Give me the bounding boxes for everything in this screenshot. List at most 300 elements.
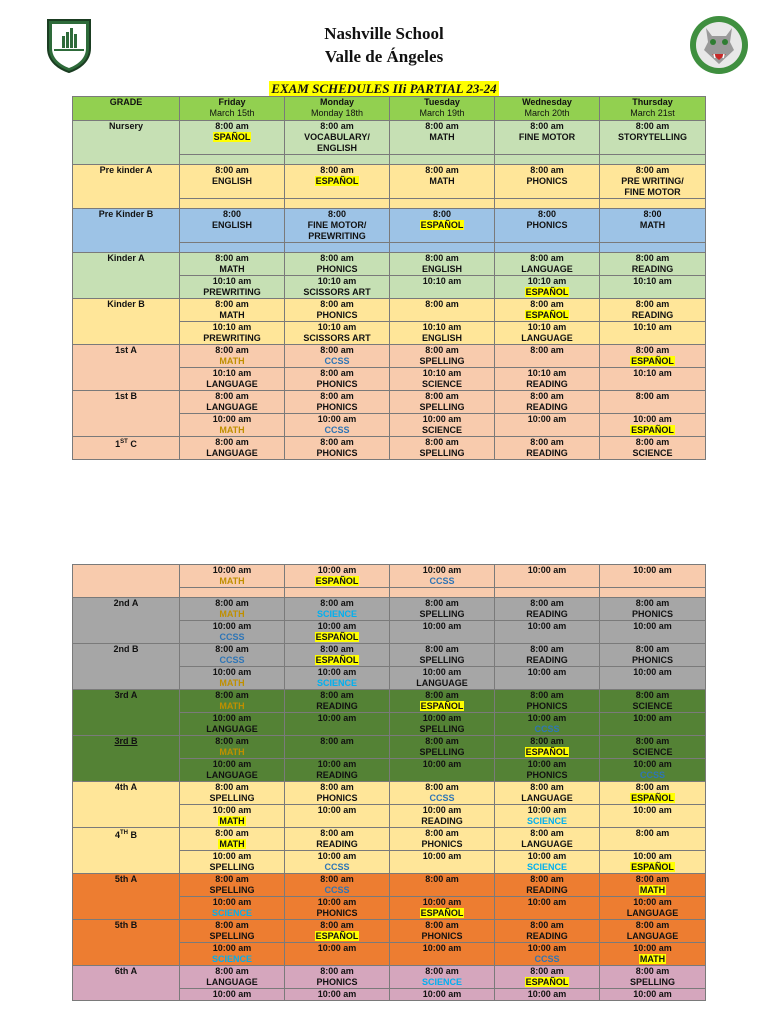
- day-header-friday: Friday March 15th: [180, 97, 285, 121]
- exam-time: [285, 782, 389, 793]
- exam-subject-text: SPELLING: [419, 724, 465, 734]
- exam-time: [180, 299, 284, 310]
- exam-cell: [600, 299, 706, 322]
- schedule-row: [73, 782, 706, 805]
- exam-time: [495, 897, 599, 908]
- exam-time: [600, 759, 705, 770]
- exam-cell: [180, 920, 285, 943]
- exam-time: [495, 736, 599, 747]
- exam-cell: [495, 644, 600, 667]
- exam-subject: [180, 954, 284, 965]
- exam-cell: [600, 805, 706, 828]
- exam-subject-text: ESPAÑOL: [525, 287, 569, 297]
- header-row: [73, 97, 706, 121]
- exam-subject: [495, 333, 599, 344]
- exam-cell: [495, 345, 600, 368]
- exam-time-text: 10:00 am: [422, 989, 462, 999]
- exam-subject: [390, 448, 494, 459]
- exam-cell: [180, 165, 285, 199]
- exam-cell: [390, 851, 495, 874]
- exam-time-text: 8:00 am: [530, 736, 564, 746]
- exam-time: [180, 667, 284, 678]
- exam-time-text: 8:00 am: [215, 874, 249, 884]
- exam-cell: [390, 368, 495, 391]
- exam-time-text: 10:00 am: [422, 713, 462, 723]
- exam-subject-text: SPELLING: [419, 609, 465, 619]
- exam-time-text: 8:00 am: [425, 828, 459, 838]
- exam-time: [285, 391, 389, 402]
- grade-cell-kinder-b: [73, 299, 180, 345]
- grade-cell-3rd-b: [73, 736, 180, 782]
- exam-cell: [495, 736, 600, 759]
- exam-time: [180, 966, 284, 977]
- exam-cell: [390, 199, 495, 209]
- exam-time: [495, 345, 599, 356]
- exam-cell: [495, 253, 600, 276]
- exam-time-text: 8:00 am: [425, 690, 459, 700]
- exam-subject-text: SCIENCE: [526, 862, 567, 872]
- exam-cell: [390, 155, 495, 165]
- exam-time-text: 8:00 am: [635, 920, 670, 930]
- exam-cell: [180, 759, 285, 782]
- exam-cell: [390, 736, 495, 759]
- exam-time-text: 8:00 am: [425, 299, 459, 309]
- exam-time: [495, 165, 599, 176]
- exam-subject: [495, 220, 599, 231]
- exam-cell: [600, 621, 706, 644]
- exam-cell: [495, 897, 600, 920]
- exam-time: [495, 391, 599, 402]
- exam-subject: [285, 132, 389, 143]
- grade-cell-2nd-a: [73, 598, 180, 644]
- exam-time-text: 10:10 am: [633, 276, 672, 286]
- exam-subject: [600, 425, 705, 436]
- exam-subject-text: READING: [316, 839, 358, 849]
- schedule-row: [73, 644, 706, 667]
- exam-subject: [285, 655, 389, 666]
- exam-cell: [285, 621, 390, 644]
- exam-time: [285, 667, 389, 678]
- exam-time: [600, 391, 705, 402]
- exam-subject-text: PHONICS: [631, 609, 673, 619]
- exam-subject-text: PHONICS: [316, 793, 358, 803]
- exam-subject-text: LANGUAGE: [521, 333, 573, 343]
- exam-time-text: 10:00 am: [527, 713, 567, 723]
- grade-cell-continued: [73, 565, 180, 598]
- exam-time-text: 10:00 am: [527, 851, 567, 861]
- grade-cell-4th-b: [73, 828, 180, 874]
- exam-time: [180, 943, 284, 954]
- exam-subject-text: PREWRITING: [203, 333, 261, 343]
- exam-subject-text: MATH: [219, 678, 245, 688]
- exam-subject: [495, 287, 599, 298]
- exam-time: [285, 414, 389, 425]
- exam-time-text: 8:00 am: [320, 828, 354, 838]
- exam-time: [180, 736, 284, 747]
- grade-cell-3rd-a: [73, 690, 180, 736]
- grade-cell-2nd-b: [73, 644, 180, 690]
- exam-time-text: 8:00 am: [215, 644, 249, 654]
- exam-time: [390, 713, 494, 724]
- exam-time-text: 8:00 am: [215, 920, 249, 930]
- grade-label: 3rd A: [114, 690, 138, 700]
- exam-subject-text: PREWRITING: [203, 287, 261, 297]
- exam-time: [495, 437, 599, 448]
- exam-cell: [390, 759, 495, 782]
- exam-subject-text: ESPAÑOL: [631, 425, 674, 435]
- exam-time-text: 10:10 am: [212, 368, 252, 378]
- exam-time: [600, 299, 705, 310]
- exam-subject: [180, 908, 284, 919]
- grade-cell-6th-a: [73, 966, 180, 1001]
- exam-subject: [285, 310, 389, 321]
- exam-subject: [180, 576, 284, 587]
- exam-subject-text: SPELLING: [209, 793, 255, 803]
- exam-cell: [495, 621, 600, 644]
- exam-subject: [495, 310, 599, 321]
- exam-subject-text: FINE MOTOR: [518, 132, 576, 142]
- exam-subject-text: PRE WRITING/: [621, 176, 684, 186]
- exam-time: [285, 598, 389, 609]
- exam-cell: [390, 690, 495, 713]
- exam-time-text: 10:10 am: [317, 322, 357, 332]
- exam-schedule-table-page-2: [72, 564, 706, 1001]
- exam-time: [600, 644, 705, 655]
- exam-cell: [600, 437, 706, 460]
- exam-cell: [600, 759, 706, 782]
- exam-time-text: 10:00 am: [317, 989, 357, 999]
- exam-subject-text: PHONICS: [526, 770, 568, 780]
- exam-subject: [285, 678, 389, 689]
- exam-subject-text: SPELLING: [629, 977, 675, 987]
- exam-subject-text: PHONICS: [526, 176, 568, 186]
- exam-time: [390, 874, 494, 885]
- exam-cell: [285, 598, 390, 621]
- exam-cell: [180, 565, 285, 588]
- exam-cell: [600, 322, 706, 345]
- exam-time-text: 8:00 am: [215, 736, 249, 746]
- exam-subject-text: LANGUAGE: [626, 931, 679, 941]
- exam-cell: [390, 621, 495, 644]
- exam-time: [180, 805, 284, 816]
- exam-cell: [180, 598, 285, 621]
- exam-time: [495, 414, 599, 425]
- exam-time-text: 8:00 am: [530, 165, 564, 175]
- exam-time-text: 8:00 am: [215, 828, 249, 838]
- exam-time-text: 10:10 am: [422, 276, 462, 286]
- exam-time-text: 8:00 am: [530, 121, 564, 131]
- exam-time: [390, 690, 494, 701]
- exam-time: [390, 759, 494, 770]
- exam-time: [600, 621, 705, 632]
- exam-cell: [600, 736, 706, 759]
- exam-time-text: 10:00 am: [317, 621, 357, 631]
- exam-cell: [285, 165, 390, 199]
- exam-cell: [495, 391, 600, 414]
- exam-time: [180, 253, 284, 264]
- exam-subject: [495, 977, 599, 988]
- exam-cell: [390, 165, 495, 199]
- exam-cell: [285, 299, 390, 322]
- exam-subject-text: MATH: [639, 220, 666, 230]
- exam-time-text: 10:00 am: [317, 759, 357, 769]
- exam-cell: [285, 874, 390, 897]
- schedule-row: [73, 121, 706, 155]
- exam-time: [285, 322, 389, 333]
- exam-cell: [390, 565, 495, 588]
- exam-subject-text: READING: [631, 310, 674, 320]
- exam-subject: [285, 356, 389, 367]
- exam-subject-text: MATH: [219, 747, 245, 757]
- grade-cell-1st-a: [73, 345, 180, 391]
- exam-subject: [285, 143, 389, 154]
- exam-time: [390, 121, 494, 132]
- exam-cell: [600, 121, 706, 155]
- exam-cell: [180, 414, 285, 437]
- exam-time-text: 10:00 am: [212, 897, 252, 907]
- grade-cell-kinder-a: [73, 253, 180, 299]
- exam-cell: [600, 345, 706, 368]
- exam-subject: [390, 816, 494, 827]
- exam-cell: [495, 713, 600, 736]
- exam-subject-text: PHONICS: [631, 655, 673, 665]
- exam-time: [180, 437, 284, 448]
- exam-time: [390, 598, 494, 609]
- exam-subject: [495, 379, 599, 390]
- exam-time: [180, 920, 284, 931]
- grade-label: Nursery: [108, 121, 144, 131]
- exam-time: [390, 920, 494, 931]
- exam-time: [285, 644, 389, 655]
- exam-cell: [495, 667, 600, 690]
- exam-subject-text: SCISSORS ART: [303, 333, 371, 343]
- exam-subject-text: ESPAÑOL: [420, 908, 464, 918]
- exam-time-text: 8:00 am: [320, 690, 354, 700]
- exam-time: [180, 414, 284, 425]
- exam-cell: [390, 243, 495, 253]
- exam-time: [495, 805, 599, 816]
- exam-cell: [600, 828, 706, 851]
- exam-time: [180, 690, 284, 701]
- school-location: Valle de Ángeles: [324, 47, 444, 66]
- exam-cell: [180, 989, 285, 1001]
- exam-cell: [180, 644, 285, 667]
- exam-time-text: 8:00 am: [635, 437, 670, 447]
- exam-cell: [495, 943, 600, 966]
- exam-subject-text: ENGLISH: [211, 176, 252, 186]
- exam-time: [285, 299, 389, 310]
- exam-subject-text: CCSS: [534, 724, 560, 734]
- exam-time: [600, 828, 705, 839]
- exam-time-text: 10:00 am: [212, 667, 252, 677]
- exam-cell: [285, 897, 390, 920]
- exam-subject: [600, 931, 705, 942]
- exam-time: [285, 345, 389, 356]
- exam-subject: [180, 655, 284, 666]
- exam-subject: [495, 448, 599, 459]
- exam-time-text: 8:00 am: [425, 920, 459, 930]
- exam-cell: [180, 209, 285, 243]
- exam-subject-text: LANGUAGE: [206, 402, 258, 412]
- exam-subject: [180, 632, 284, 643]
- exam-time-text: 10:00 am: [527, 943, 567, 953]
- exam-subject: [285, 839, 389, 850]
- exam-subject-text: READING: [526, 609, 568, 619]
- exam-subject: [180, 885, 284, 896]
- exam-time-text: 8:00 am: [425, 966, 459, 976]
- exam-cell: [180, 322, 285, 345]
- exam-time: [600, 414, 705, 425]
- exam-time: [600, 943, 705, 954]
- exam-time: [495, 621, 599, 632]
- exam-subject-text: PHONICS: [421, 839, 463, 849]
- exam-time-text: 8:00 am: [530, 828, 564, 838]
- exam-time: [495, 644, 599, 655]
- exam-cell: [390, 588, 495, 598]
- exam-subject: [285, 609, 389, 620]
- exam-time: [390, 989, 494, 1000]
- grade-column-header: GRADE: [73, 97, 180, 121]
- exam-cell: [390, 322, 495, 345]
- exam-cell: [600, 713, 706, 736]
- grade-cell-5th-a: [73, 874, 180, 920]
- exam-subject-text: SPELLING: [209, 931, 255, 941]
- exam-time: [180, 391, 284, 402]
- exam-subject: [495, 402, 599, 413]
- exam-subject-text: CCSS: [324, 356, 350, 366]
- exam-cell: [495, 437, 600, 460]
- exam-time: [600, 209, 705, 220]
- exam-time: [495, 121, 599, 132]
- exam-subject-text: ENGLISH: [211, 220, 252, 230]
- exam-subject: [390, 793, 494, 804]
- exam-subject-text: ESPAÑOL: [525, 310, 569, 320]
- exam-time: [390, 782, 494, 793]
- exam-subject: [390, 678, 494, 689]
- exam-subject-text: READING: [526, 379, 568, 389]
- exam-time-text: 10:00 am: [317, 565, 357, 575]
- exam-time: [180, 782, 284, 793]
- exam-subject: [285, 885, 389, 896]
- exam-subject-text: SCIENCE: [421, 977, 462, 987]
- exam-time-text: 10:10 am: [212, 276, 252, 286]
- exam-subject: [180, 448, 284, 459]
- exam-cell: [495, 165, 600, 199]
- schedule-row: [73, 391, 706, 414]
- exam-subject-text: CCSS: [429, 793, 455, 803]
- exam-cell: [600, 588, 706, 598]
- exam-time-text: 8:00 am: [530, 598, 564, 608]
- exam-subject-text: FINE MOTOR: [624, 187, 681, 197]
- exam-cell: [390, 437, 495, 460]
- exam-time: [285, 736, 389, 747]
- exam-subject: [180, 839, 284, 850]
- exam-subject: [600, 310, 705, 321]
- exam-time-text: 10:00 am: [422, 851, 462, 861]
- exam-subject: [180, 425, 284, 436]
- exam-cell: [495, 828, 600, 851]
- exam-subject: [390, 425, 494, 436]
- exam-subject-text: SCIENCE: [421, 425, 462, 435]
- exam-time-text: 8:00 am: [425, 165, 459, 175]
- grade-cell-1st-b: [73, 391, 180, 437]
- exam-subject-text: LANGUAGE: [521, 839, 573, 849]
- exam-cell: [390, 713, 495, 736]
- exam-time-text: 10:00 am: [527, 621, 567, 631]
- exam-cell: [390, 209, 495, 243]
- exam-time-text: 10:00 am: [422, 943, 462, 953]
- exam-time: [495, 828, 599, 839]
- exam-time: [390, 345, 494, 356]
- exam-subject-text: SPELLING: [419, 655, 465, 665]
- exam-cell: [180, 851, 285, 874]
- exam-time: [495, 209, 599, 220]
- exam-time-text: 10:00 am: [317, 943, 357, 953]
- exam-cell: [180, 437, 285, 460]
- exam-cell: [285, 368, 390, 391]
- exam-time-text: 10:00 am: [422, 414, 462, 424]
- exam-cell: [180, 943, 285, 966]
- exam-cell: [600, 565, 706, 588]
- exam-cell: [495, 155, 600, 165]
- exam-time: [495, 851, 599, 862]
- exam-subject-text: MATH: [639, 954, 666, 964]
- exam-subject-text: READING: [526, 655, 568, 665]
- exam-time: [495, 759, 599, 770]
- exam-time-text: 10:10 am: [422, 322, 462, 332]
- schedule-row: [73, 209, 706, 243]
- exam-subject-text: ESPAÑOL: [631, 793, 674, 803]
- school-name: Nashville School: [324, 24, 444, 43]
- exam-subject: [390, 264, 494, 275]
- exam-subject: [495, 770, 599, 781]
- exam-cell: [600, 243, 706, 253]
- exam-time-text: 8:00 am: [425, 644, 459, 654]
- exam-time-text: 10:00 am: [422, 621, 462, 631]
- exam-time: [600, 966, 705, 977]
- day-header-wednesday: Wednesday March 20th: [495, 97, 600, 121]
- exam-time-text: 8:00 am: [215, 690, 249, 700]
- exam-time-text: 8:00 am: [635, 299, 670, 309]
- exam-time: [180, 874, 284, 885]
- exam-time: [285, 209, 389, 220]
- exam-time-text: 10:00 am: [527, 414, 567, 424]
- exam-subject-text: ENGLISH: [316, 143, 357, 153]
- exam-subject: [390, 220, 494, 231]
- exam-cell: [285, 759, 390, 782]
- exam-subject-text: MATH: [219, 701, 245, 711]
- exam-cell: [285, 713, 390, 736]
- exam-time-text: 8:00 am: [320, 966, 354, 976]
- exam-time-text: 8:00 am: [635, 165, 670, 175]
- exam-subject: [180, 609, 284, 620]
- exam-time: [390, 565, 494, 576]
- exam-time-text: 10:00 am: [633, 713, 672, 723]
- exam-time-text: 8:00 am: [215, 391, 249, 401]
- exam-subject: [495, 176, 599, 187]
- grade-label: 5th B: [114, 920, 138, 930]
- exam-time-text: 10:00 am: [212, 989, 252, 999]
- exam-subject: [390, 908, 494, 919]
- exam-time: [600, 368, 705, 379]
- exam-subject-text: SCIENCE: [316, 609, 357, 619]
- exam-time: [600, 989, 705, 1000]
- exam-time-text: 10:10 am: [212, 322, 252, 332]
- exam-time-text: 8:00 am: [635, 121, 670, 131]
- exam-time-text: 10:00 am: [422, 667, 462, 677]
- exam-subject: [495, 839, 599, 850]
- exam-cell: [600, 598, 706, 621]
